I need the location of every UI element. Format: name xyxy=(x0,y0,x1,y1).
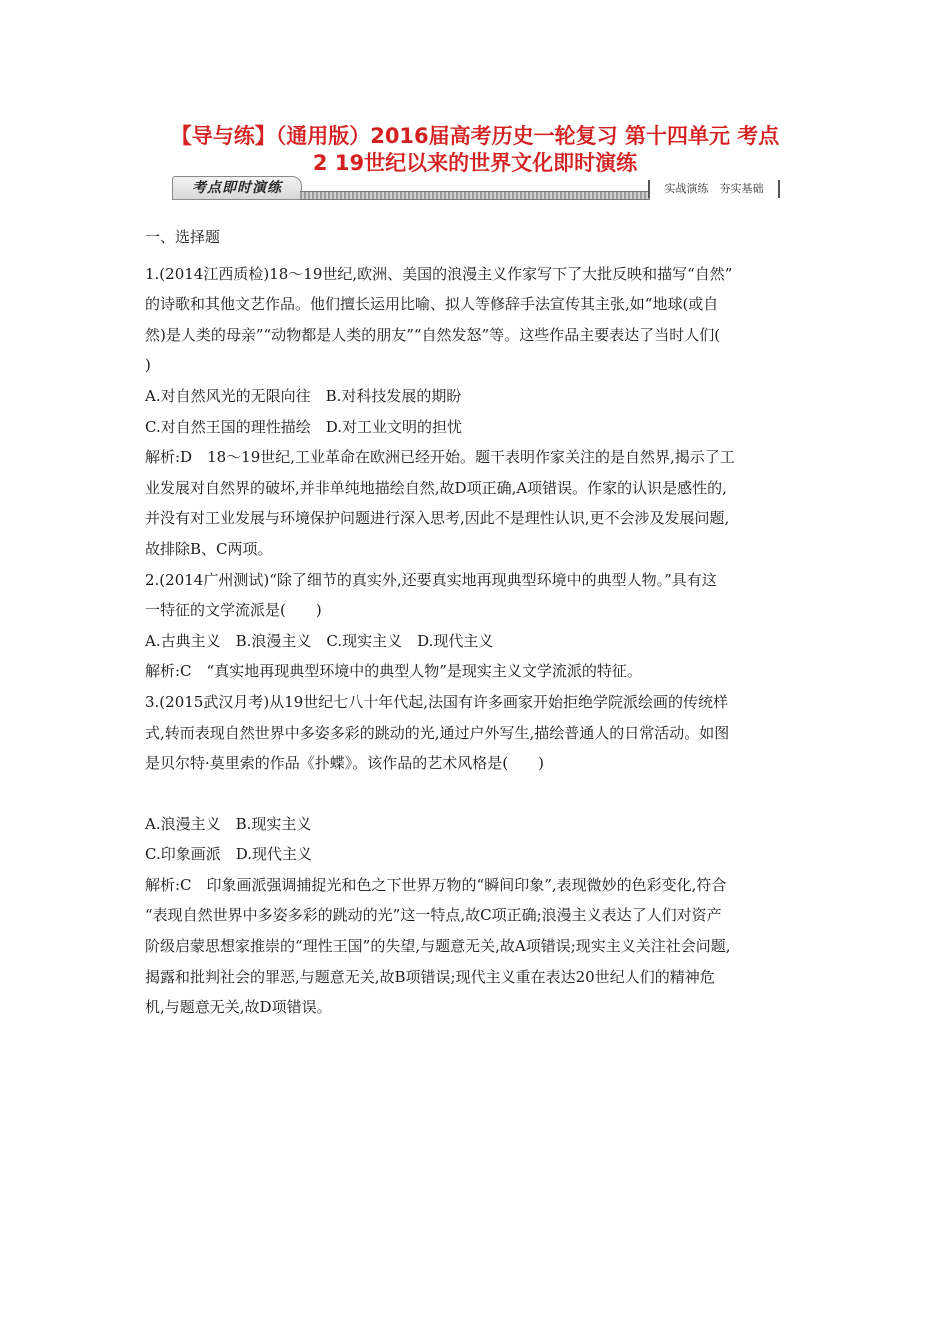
question-3-stem-line: 是贝尔特·莫里索的作品《扑蝶》。该作品的艺术风格是( ) xyxy=(145,754,544,773)
figure-gap xyxy=(145,779,805,809)
question-1-analysis: 解析:D 18～19世纪,工业革命在欧洲已经开始。题干表明作家关注的是自然界,揭示了工 xyxy=(145,448,735,467)
question-1-analysis: 故排除B、C两项。 xyxy=(145,539,273,558)
document-title xyxy=(100,123,850,177)
question-3-stem-line: 3.(2015武汉月考)从19世纪七八十年代起,法国有许多画家开始拒绝学院派绘画的传统样 xyxy=(145,692,729,711)
question-1-analysis: 业发展对自然界的破坏,并非单纯地描绘自然,故D项正确,A项错误。作家的认识是感性的, xyxy=(145,478,727,497)
question-3-analysis: 解析:C 印象画派强调捕捉光和色之下世界万物的“瞬间印象”,表现微妙的色彩变化,符合 xyxy=(145,875,727,894)
title-line-1: 【导与练】（通用版）2016届高考历史一轮复习 第十四单元 考点 xyxy=(170,124,780,148)
question-3-analysis: 揭露和批判社会的罪恶,与题意无关,故B项错误;现代主义重在表达20世纪人们的精神危 xyxy=(145,967,715,986)
section-banner xyxy=(172,176,780,200)
question-1-analysis: 并没有对工业发展与环境保护问题进行深入思考,因此不是理性认识,更不会涉及发展问题, xyxy=(145,509,730,528)
question-2-options: A.古典主义 B.浪漫主义 C.现实主义 D.现代主义 xyxy=(145,631,494,650)
question-1-stem-line: 然)是人类的母亲”“动物都是人类的朋友”“自然发怒”等。这些作品主要表达了当时人们( xyxy=(145,325,721,344)
question-2-analysis: 解析:C “真实地再现典型环境中的典型人物”是现实主义文学流派的特征。 xyxy=(145,662,642,681)
question-1-stem-line: 1.(2014江西质检)18～19世纪,欧洲、美国的浪漫主义作家写下了大批反映和描写“自然” xyxy=(145,264,733,283)
document-body xyxy=(145,222,805,1023)
question-3-stem-line: 式,转而表现自然世界中多姿多彩的跳动的光,通过户外写生,描绘普通人的日常活动。如图 xyxy=(145,723,730,742)
question-1-stem-line: 的诗歌和其他文艺作品。他们擅长运用比喻、拟人等修辞手法宣传其主张,如“地球(或自 xyxy=(145,295,719,314)
question-1-options: C.对自然王国的理性描绘 D.对工业文明的担忧 xyxy=(145,417,462,436)
question-1-stem-line: ) xyxy=(145,356,151,375)
section-heading: 一、选择题 xyxy=(145,228,221,246)
banner-right-label: 实战演练 夯实基础 xyxy=(648,180,780,198)
question-3-options: C.印象画派 D.现代主义 xyxy=(145,845,312,864)
question-3-analysis: 机,与题意无关,故D项错误。 xyxy=(145,998,332,1017)
question-2-stem-line: 一特征的文学流派是( ) xyxy=(145,601,322,620)
question-3-options: A.浪漫主义 B.现实主义 xyxy=(145,814,312,833)
question-3-analysis: “表现自然世界中多姿多彩的跳动的光”这一特点,故C项正确;浪漫主义表达了人们对资产 xyxy=(145,906,722,925)
banner-left-label: 考点即时演练 xyxy=(172,176,302,200)
question-1-options: A.对自然风光的无限向往 B.对科技发展的期盼 xyxy=(145,386,462,405)
title-line-2: 2 19世纪以来的世界文化即时演练 xyxy=(312,151,638,175)
banner-divider xyxy=(300,191,650,200)
question-2-stem-line: 2.(2014广州测试)“除了细节的真实外,还要真实地再现典型环境中的典型人物。”具有这 xyxy=(145,570,717,589)
question-3-analysis: 阶级启蒙思想家推崇的“理性王国”的失望,与题意无关,故A项错误;现实主义关注社会问题, xyxy=(145,937,731,956)
